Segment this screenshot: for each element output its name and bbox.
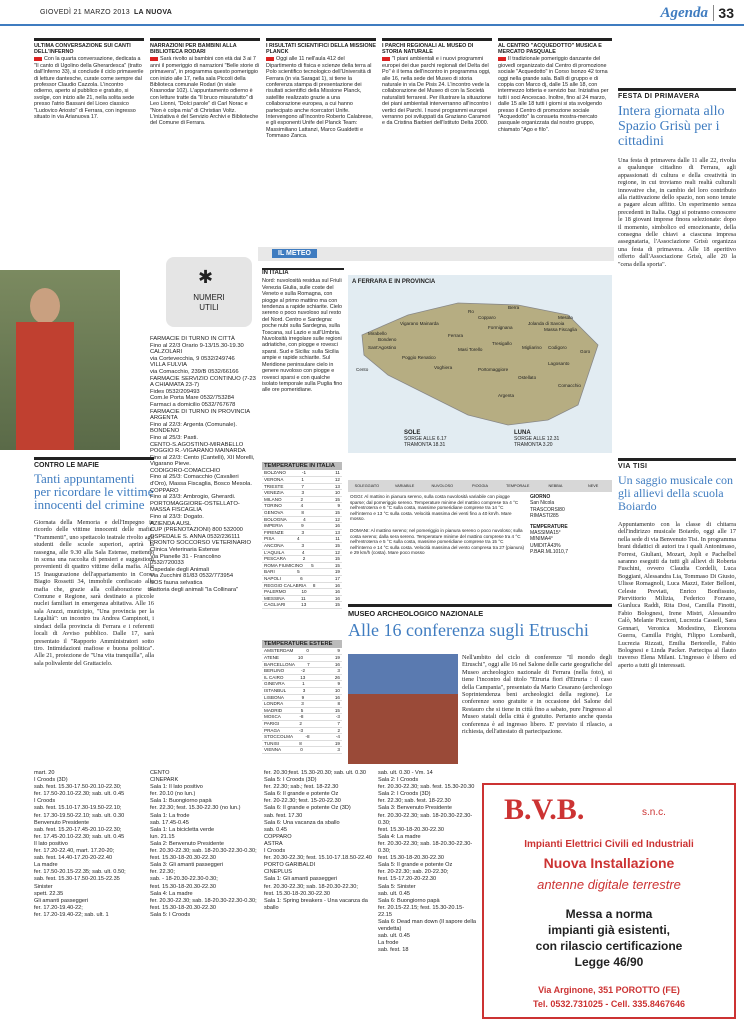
map-city-label: Copparo [478,315,496,320]
meteo-italia: IN ITALIA Nord: nuvolosità residua sul Friuli Venezia Giulia, sulle coste del Veneto e sulla Romagna, con piogge al primo mattino ma con tendenza a rapide schiarite. Cielo sereno o poco nuvoloso sul resto del Nord. Centro e Sardegna: poche nubi sulla Sardegna, sulla Toscana, sul Lazio e sull'Umbria. Nuvolosità irregolare sulle regioni adriatiche, con piogge e rovesci sparsi. Sud e Sicilia: sulla Sicilia ampie e rapide schiarite. Sul Meridione peninsulare cielo in genere nuvoloso con piogge e rovesci sparsi e con qualche isolato temporale sulla Puglia fino alle ore pomeridiane. [262,270,343,394]
numeri-line: PRONTO SOCCORSO VETERINARIO [150,540,252,547]
map-city-label: Ro [468,309,474,314]
cinema-line: Gli amanti passeggeri [34,897,89,904]
numeri-line: Fino al 23/3: Ambrogio, Gherardi. [150,494,236,501]
temp-row: ISTANBUL 3 10 [264,687,340,693]
cinema-line: fer. 22.30; fest. 15.30-22.30 (no lun.) [150,805,241,812]
cinema-line: Sala 1: La bicicletta verde [150,826,215,833]
cinema-line: fest. 15.30-18-20.30-22.30 [378,826,444,833]
temp-row: AMSTERDAM 0 9 [262,648,342,655]
map-city-label: Mesola [558,315,573,320]
temp-row: LONDRA 3 8 [264,701,340,707]
cinema-line: Sala 5: Il grande e potente Oz [378,862,453,869]
cinema-line: Sala 1: Buongiorno papà [150,798,212,805]
cinema-line: fer. 20.30-22.30; sab. 18-20.30-22.30; [264,883,358,890]
cinema-line: Sala 3: Gli amanti passeggeri [150,862,224,869]
cinema-line: fer. 22.30; sab.; fest. 18-22.30 [264,784,339,791]
map-city-label: Masi Torello [458,347,483,352]
cinema-line: sab. ult. 0.45 [378,933,411,940]
temp-row: UMIDITÀ43% [530,542,561,549]
page-number: 33 [713,5,734,21]
temp-row: BARCELLONA 7 16 [264,661,340,667]
temp-row: ATENE 10 19 [262,655,342,662]
cinema-line: Sinister [34,883,53,890]
temp-row: PISA 4 11 [264,536,340,542]
cinema-line: fer. 20.15-22.15; fest. 15.30-20.15-22.15 [378,904,465,918]
cinema-line: I Croods [264,848,286,855]
cinema-line: Sala 1: Il lato positivo [150,784,203,791]
numeri-line: Fino al 22/3: Argenta (Comunale). [150,421,238,428]
numeri-line: Farmaci a domicilio 0532/767678 [150,401,236,408]
numeri-line: Fattoria degli animali "la Collinara" [150,586,239,593]
temp-row: P.BAR.ML1010,7 [530,549,568,556]
cinema-line: fer. 20.30-22.30; sab. fest. 15.30-20.30 [378,784,475,791]
article-4: I PARCHI REGIONALI AL MUSEO DI STORIA NATURALE "I piani ambientali e i nuovi programmi europei dei due parchi regionali del Delta del Po" è il tema dell'incontro in programma oggi, alle 16, nella sede del Museo di storia naturale in via De Pisis 24. L'incontro vede la collaborazione del Museo di con la Società naturalisti ferraresi. Per illustrare la situazione dei piani ambientali interverranno all'incontro i vertici dei Parchi. I nuovi programmi europei verranno poi sviluppati da Graziano Caramori e da Cristina Barbieri dell'Istituto Delta 2000. [382,38,492,100]
map-city-label: Jolanda di Savoia [528,321,565,326]
map-city-label: Massa Fiscaglia [544,327,577,332]
cinema-line: fer. 17.45-20.10-22.30; sab. ult. 0.45 [34,833,125,840]
cinema-line: Sala 6: Il grande e potente Oz [264,791,339,798]
numeri-line: CODIGORO-COMACCHIO [150,467,221,474]
temp-row: MASSIMA15° [530,530,561,537]
temp-row: GENOVA 8 15 [262,510,342,517]
section-title: Agenda [660,5,708,21]
cinema-line: fer. 17.20-19.40-22; sab. ult. 1 [34,911,109,918]
cinema-line: fer. 20.30-22.30; sab. 18-20.30-22.30-0.30; [378,840,473,855]
numeri-line: Fides 0532/209493 [150,388,200,395]
article-1: ULTIMA CONVERSAZIONE SUI CANTI DELL'INFERNO Con la quarta conversazione, dedicata a "Il canto di Ugolino della Gherardesca" (tratto dall'Inferno 33), si conclude il ciclo primaverile di letture dantesche, curate come sempre dal professor Claudio Cazzola. L'incontro odierno, aperto al pubblico e gratuito, si svolge, con inizio alle 21, nella solita sede presso l'atrio Bassani del Liceo classico "Ludovico Ariosto" di Ferrara, con ingresso situato in via Arianuova 17. [34,38,144,100]
temp-row: BARI 5 19 [262,569,342,576]
temp-row: MADRID 5 15 [264,707,340,713]
numeri-line: Ospedale degli Animali [150,566,209,573]
numeri-line: Fino al 25/3: Pasti. [150,434,199,441]
numeri-line: Via Zucchini 81/83 0532/773954 [150,573,234,580]
numeri-line: FARMACIE DI TURNO IN CITTÀ [150,336,235,342]
map-city-label: Comacchio [558,383,581,388]
numeri-line: CENTO-S.AGOSTINO-MIRABELLO POGGIO R.-VIGARANO MAINARDA [150,441,246,455]
cinema-line: Sala 4: La madre [378,833,421,840]
legend-item: TEMPORALE [506,484,530,488]
cinema-line: fer. 20-22.30; fest. 15-20-22.30 [264,798,341,805]
article-5: AL CENTRO "ACQUEDOTTO" MUSICA E MERCATO PASQUALE Il tradizionale pomeriggio danzante del giovedì organizzato dal Centro di promozione sociale "Acquedotto" in Corso Isonzo 42 torna oggi nella grande sala. Balli di gruppo e di coppia con Marco dj, dalle 15 alle 18, con intermezzo lotteria e servizio bar. Iniziativa per tutti i soci Ancescao. Inoltre, fino al 24 marzo, dalle 15 alle 18 tutti i giorni si sta svolgendo presso il Centro di promozione sociale "Acquedotto" la consueta mostra-mercato pasquale organizzata dal nostro gruppo, chiamato "Ago e filo". [498,38,612,100]
cinema-line: Sala 5: I Croods [150,911,191,918]
temp-row: STOCCOLMA -8 -4 [262,734,342,741]
temp-row: REGGIO CALABRIA 8 16 [262,583,342,590]
cinema-line: fer. 20.30-22.30; sab. 18-20.30-22.30-0.30; [378,812,473,826]
numeri-line: FARMACIE DI TURNO IN PROVINCIA [150,408,251,415]
temp-row: TORINO 4 9 [264,503,340,509]
advertisement: B.V.B. s.n.c. Impianti Elettrici Civili ed Industriali Nuova Installazione antenne digitale terrestre Messa a norma impianti già esistenti, con rilascio certificazione Legge 46/90 Via Arginone, 351 POROTTO (FE) Tel. 0532.731025 - Cell. 335.8467646 [482,783,736,1019]
map-city-label: Codigoro [548,345,567,350]
cinema-line: Sala 3: Benvenuto Presidente [378,805,453,812]
province-map: A FERRARA E IN PROVINCIA Bondeno Ferrara Copparo Mesola Cento Argenta Comacchio Codigoro Portomaggiore Ostellato Goro Berra Ro Tresigallo Formignana Jolanda di Savoia Massa Fiscaglia Lagosanto Vigarano Mainarda Poggio Renatico Sant'Agostino Mirabello Masi Torello Voghiera Migliarino [348,275,612,453]
cinema-line: Sala 4: La madre [150,890,193,897]
numeri-line: Fino al 25/3: Comacchio (Cavalieri d'Oro), Massa Fiscaglia, Bosco Mesola. [150,474,252,488]
museo-body: Nell'ambito del ciclo di conferenze "Il mondo degli Etruschi", oggi alle 16 nel Salone delle carte geografiche del Museo archeologico nazionale di Ferrara (nella foto), si tiene l'incontro dal titolo "Etruria fiori d'Etruria : il caso della Campania", presentato da Mario Cesarano (archeologo Soprintendenza beni archeologici della regione). Le conferenze sono gratuite e in occasione del Salone del Restauro che si tiene in città fino a sabato, pure l'ingresso al Museo statali della città è gratuito. Pertanto anche questa conferenza è ad ingresso libero. E' previsto il rilascio, a richiesta, dell'attestato di partecipazione. [462,654,612,736]
legend-item: PIOGGIA [471,484,489,488]
temp-row: BOLZANO -1 11 [262,470,342,477]
cinema-line: Benvenuto Presidente [34,819,90,826]
estere-temps: TEMPERATURE ESTERE AMSTERDAM 0 9 ATENE 10 19 BARCELLONA 7 16 BERLINO -2 3 IL CAIRO 13 26 GINEVRA 1 9 ISTANBUL 3 10 LISBONA 9 16 LONDRA 3 8 MADRID 5 15 MOSCA -8 -3 PARIGI 2 7 PRAGA -3 2 STOCCOLMA -8 -4 TUNISI 8 19 VIENNA 0 3 [264,641,340,753]
map-city-label: Lagosanto [548,361,570,366]
meteo-bar: IL METEO [258,247,614,261]
cinema-line: fer. 20.30-22.30; fest. 15.10-17.18.50-22.40 [264,855,372,862]
map-city-label: Mirabello [368,331,387,336]
cinema-line: Sala 2: I Croods (3D) [378,791,431,798]
temp-row: VENEZIA 3 10 [264,490,340,496]
cinema-line: CINEPLUS [264,869,292,876]
top-articles [34,38,612,140]
cinema-line: Sala 1: Gli amanti passeggeri [264,876,338,883]
cinema-line: I Croods (3D) [34,777,68,784]
temp-row: BERLINO -2 3 [262,668,342,675]
cinema-line: fer. 17.50-20.10-22.30; sab. ult. 0.45 [34,791,125,798]
numeri-line: CUP (PRENOTAZIONI) 800 532000 [150,527,243,534]
temp-row: PRAGA -3 2 [264,727,340,733]
cinema-line: fer. 22.30; sab. fest. 18-22.30 [378,798,451,805]
cinema-line: Sala 6: Buongiorno papà [378,897,440,904]
map-city-label: Ferrara [448,333,464,338]
temp-row: GINEVRA 1 9 [264,681,340,687]
cinema-line: I Croods [34,798,56,805]
numeri-line: PORTOMAGGIORE-OSTELLATO-MASSA FISCAGLIA [150,500,240,514]
cinema-line: mart. 20 [34,770,55,776]
temp-row: VIENNA 0 3 [262,747,342,754]
temp-row: CAGLIARI 13 15 [262,602,342,609]
map-city-label: Goro [580,349,591,354]
cinema-line: fer. 20-22.30; sab. 20-22.30; [378,869,449,876]
cinema-line: sab. fest. 15.20-17.45-20.10-22.30; [34,826,122,833]
map-city-label: Vigarano Mainarda [400,321,439,326]
cinema-line: fer. 20.30;fest. 15.30-20.30; sab. ult. 0.30 [264,770,367,776]
map-city-label: Cento [356,367,369,372]
temp-row: ANCONA 3 15 [264,542,340,548]
cinema-line: Sala 5: Sinister [378,883,416,890]
cinema-line: sab. 17.45-0.45 [150,819,189,826]
map-city-label: Poggio Renatico [402,355,436,360]
map-city-label: Bondeno [378,337,397,342]
temp-row: PESCARA 2 15 [264,556,340,562]
cinema-line: Sala 6: Una vacanza da sballo [264,819,340,826]
temp-row: PARIGI 2 7 [262,721,342,728]
cinema-line: sab. fest. 15.30-17.50-20.15-22.35 [34,876,120,883]
article-2: NARRAZIONI PER BAMBINI ALLA BIBLIOTECA RODARI Sarà rivolto ai bambini con età dai 3 ai 7 anni il pomeriggio di narrazioni "Belle storie di primavera", in programma questo pomeriggio con inizio alle 17, nella sala Piccoli della Biblioteca comunale Rodari (in viale Krasnodar 102). L'appuntamento odierno è con letture tratte da "Il bruco misuratutto" di Leo Lionni, "Dolci parole" di Carl Norac e "Non è colpa mia" di Christian Voltz. L'iniziativa è del Servizio Archivi e Biblioteche del Comune di Ferrara. [150,38,260,100]
numeri-line: COPPARO [150,487,179,494]
numeri-list [150,336,256,593]
cinema-line: sab. ult. 0.30 - Vm. 14 [378,770,433,776]
cinema-line: La madre [34,862,58,869]
map-city-label: Portomaggiore [478,367,509,372]
numeri-line: SOS fauna selvatica [150,579,203,586]
cinema-line: ASTRA [264,840,283,847]
cinema-line: sab. - 18-20.30-22.30-0.30; [150,876,218,883]
numeri-line: AZIENDA AUSL [150,520,192,527]
numeri-line: FARMACIE SERVIZIO CONTINUO (7-23 A CHIAMATA 23-7) [150,375,256,389]
map-city-label: Formignana [488,325,513,330]
article-3: I RISULTATI SCIENTIFICI DELLA MISSIONE PLANCK Oggi alle 11 nell'aula 412 del Dipartimento di fisica e scienze della terra al Polo scientifico tecnologico dell'Università di Ferrara (in via Saragat 1), si tiene la conferenza stampa di presentazione dei risultati scientifici della Missione Planck, satellite realizzato grazie a una collaborazione europea, a cui hanno partecipato anche ricercatori Unife. Intervengono all'incontro Roberto Calabrese, e gli esponenti Unife del Planck Team: Massimiliano Lattanzi, Marco Gualdetti e Tommaso Zanca. [266,38,376,100]
asterisk-icon: ✱ [198,267,214,287]
cinema-line: sab. fest. 15.30-17.50-20.10-22.30; [34,784,122,791]
cinema-line: sab. ult. 0.45 [378,890,411,897]
cinema-line: fer. 20.30-22.30; sab. 18-20.30-22.30-0.30; [150,848,257,855]
cinema-line: PORTO GARIBALDI [264,862,316,869]
almanac: GIORNO San Nicola TRASCORSI80 RIMASTI285 TEMPERATURE MASSIMA15° MINIMA4° UMIDITÀ43% P.BAR.ML1010,7 [530,494,610,556]
numeri-line: Fino al 22/3: Cento (Cantelli), XII Morelli, Vigarano Pieve. [150,454,255,468]
temp-row: RIMASTI285 [530,513,559,520]
cinema-col-3 [264,770,374,912]
map-city-label: Berra [508,305,520,310]
cinema-line: Sala 6: Il grande e potente Oz (3D) [264,805,351,812]
cinema-line: sab. fest. 14.40-17.20-20-22.40 [34,855,113,862]
page-header [0,0,744,26]
map-city-label: Argenta [498,393,515,398]
temp-row: BOLOGNA 4 12 [262,517,342,524]
cinema-line: fest. 15.30-18-20.30-22.30 [378,855,444,862]
primavera-article: FESTA DI PRIMAVERA Intera giornata allo Spazio Grisù per i cittadini Una festa di primavera dalle 11 alle 22, rivolta a qualunque cittadino di Ferrara, agli appassionati di cultura e della creatività in regione, in cui troviamo reali realtà culturali innovative che, in cambio del loro contributo alla riattivazione dello spazio, non sono tenute a pagare alcun affitto. Un esperimento senza precedenti in Italia. Oggi si potranno conoscere le 18 giovani imprese finora selezionate: dopo il momento, simbolico ed emozionante, della consegna delle chiavi a ciascuna impresa assegnataria, l'Associazione Grisù organizza una festa di primavera. Alle 18 aperitivo offerto dall'Associazione Grisù, alle 20 la "cena della sporta". [618,88,736,268]
cinema-line: Sala 2: I Croods [378,777,419,784]
cinema-line: Sala 6: Dead man down (Il sapore della vendetta) [378,918,476,933]
map-city-label: Sant'Agostino [368,345,397,350]
numeri-line: VILLA FULVIA [150,362,187,369]
temp-row: NAPOLI 6 17 [262,576,342,583]
legend-item: NEVE [588,484,599,488]
map-city-label: Ostellato [518,375,537,380]
temp-row: MILANO 2 15 [264,496,340,502]
cinema-line: sab. fest. 15.10-17.30-19.50-22.10; [34,805,122,812]
forecast-text: OGGI: Al mattino in pianura sereno, sulla costa nuvolosità variabile con piogge sparse; dal pomeriggio sereno. Temperature minime del mattino comprese tra 4 °C nell'entroterra e 6 °C sulla costa, massime pomeridiane comprese tra 14 °C nell'interno e 13 °C sulla costa. Velocità massima dei venti fino a 40 km/h. Mare mosso. DOMANI: Al mattino sereno; nel pomeriggio in pianura sereno o poco nuvoloso; sulla costa sereno; dalla sera sereno. Temperature minime del mattino comprese tra 4 °C nell'entroterra e 5 °C sulla costa, massime pomeridiane comprese tra 15 °C nell'interno e 14 °C sulla costa. Velocità massima del vento compresa tra 27 (pianura) e 29 km/h (costa). Mare poco mosso [350,494,525,556]
cinema-line: fer. 17.50-20.15-22.35; sab. ult. 0.50; [34,869,126,876]
numeri-line: CALZOLARI [150,349,183,356]
italia-temps: TEMPERATURE IN ITALIA BOLZANO -1 11 VERONA 1 12 TRIESTE 7 13 VENEZIA 3 10 MILANO 2 15 TORINO 4 9 GENOVA 8 15 BOLOGNA 4 12 IMPERIA 9 16 FIRENZE 3 13 PISA 4 11 ANCONA 3 15 L'AQUILA 4 12 PESCARA 2 15 ROMA FIUMICINO 5 15 BARI 5 19 NAPOLI 6 17 REGGIO CALABRIA 8 16 PALERMO 10 16 MESSINA 11 16 CAGLIARI 13 15 [264,463,340,608]
tisi-article: VIA TISI Un saggio musicale con gli allievi della scuola Boiardo Appuntamento con la classe di chitarra dell'indirizzo musicale Boiardo, oggi alle 17 nella sede di via Benvenuto Tisi. In programma brani didattici di autori tra i quali Antonimaso, Forrest, Giuliani, Mozart, Jopli e Pachelbel saranno eseguiti da tutti gli allievi di Roberta Fuschini, ovvero Claudia Cordelli, Luca Boggiani, Alessandra Lia, Tommaso Di Giusto, Ulisse Romagnoli, Luca Mazzi, Ester Belloni, Celeste Previati, Enrico Bonfissuto, Piervittorio Milizia, Federico Forzano, Gianluca Raddi, Rita Dosi, Camilla Finotti, Fabio Bolognesi, Irene Mistri, Alessandro Calò, Melanie Piccioni, Lucrezia Cassell, Sara Gennari, Veronica Modestino, Eleonora Guerra, Camilla Frighi, Filippo Lombardi, Lucrezia Rizzati, Emilia Bertorelle, Fabio Bolognesi e Linda Packer. Partecipa al flauto traverso Elena Milani. L'ingresso è libero ed aperto a tutti gli interessati. [618,458,736,669]
temp-row: IL CAIRO 13 26 [264,674,340,680]
cinema-line: sab. fest. 18 [378,947,409,954]
museo-article: MUSEO ARCHEOLOGICO NAZIONALE Alle 16 conferenza sugli Etruschi [348,604,612,641]
temp-row: LISBONA 9 16 [262,695,342,702]
cinema-col-2 [150,770,260,919]
cinema-line: CENTO [150,770,170,776]
numeri-line: Via Pianelle 31 - Francolino 0532/720033 [150,553,221,567]
map-city-label: Migliarino [522,345,542,350]
temp-row: FIRENZE 3 13 [264,529,340,535]
cinema-line: CINEPARK [150,777,179,784]
legend-item: NUVOLOSO [431,484,454,488]
legend-item: SOLEGGIATO [354,484,380,488]
cinema-line: fest. 15.30-18-20.30-22.30 [150,855,216,862]
temp-row: IMPERIA 9 16 [262,523,342,530]
temp-row: VERONA 1 12 [264,477,340,482]
cinema-col-4 [378,770,478,954]
cinema-line: Il lato positivo [34,840,68,847]
numeri-line: ARGENTA [150,415,178,422]
temp-row: L'AQUILA 4 12 [262,550,342,557]
temp-row: MOSCA -8 -3 [262,714,342,721]
temp-row: ROMA FIUMICINO 5 15 [262,563,342,570]
numeri-line: BONDENO [150,428,180,435]
cinema-line: Sala 2: Benvenuto Presidente [150,840,225,847]
cinema-line: sab. fest. 17.30 [264,812,303,819]
legend-item: VARIABILE [394,484,415,488]
cinema-line: fer. 17.20-22.40, mart. 17.20-20; [34,848,115,855]
temp-row: PALERMO 10 16 [264,589,340,595]
temp-row: TRIESTE 7 13 [264,483,340,489]
numeri-line: Fino al 22/3 Orario 9-13/15.30-19.30 [150,342,244,349]
cinema-line: fer. 17.20-19.40-22; [34,904,83,911]
cinema-line: fer. 20.10 (no lun.) [150,791,196,798]
cinema-line: Sala 1: La frode [150,812,190,819]
temp-row: TUNISI 8 19 [264,740,340,746]
cinema-line: spett. 22.35 [34,890,64,897]
cinema-line: fest. 15-17.20-20-22.30 [378,876,437,883]
numeri-badge: ✱ NUMERI UTILI [166,257,252,327]
museo-photo [348,654,458,764]
numeri-line: Fino al 23/3: Dogato. [150,514,204,521]
cinema-line: fest. 15.30-18-20.30-22.30 [150,904,216,911]
numeri-line: via Comacchio, 239/B 0532/66166 [150,368,239,375]
cinema-line: fest. 15.30-18-20.30-22.30 [264,890,330,897]
mafie-article: CONTRO LE MAFIE Tanti appuntamenti per ricordare le vittime innocenti del crimine Giornata della Memoria e dell'Impegno in ricordo delle vittime innocenti delle mafie. "Frammenti", uno spettacolo teatrale rivolto agli studenti delle scuole superiori, aprirà la rassegna, alle 9.30 alla Sala Estense, mettendo in scena una raccolta di pensieri e suggestioni provenienti di quattro vittime della mafia. Alle 15 Inaugurazione dell'appartamento in Corso Biagio Rossetti 34, immobile confiscato alla mafia che, grazie alla collaborazione tra Comune e Regione, sarà destinato a piccole nuclei familiari in emergenza abitativa. Alle 16 sala Arazzi, municipio, "Una provincia per la Legalità": un incontro tra Andrea Campinoti, i sindaci della provincia di Ferrara e i referenti locali di Avviso pubblico. Dalle 17, sarà presentato il "Rapporto Amministratori sotto tiro. Intimidazioni mafiose e buona politica". Alle 21, proiezione de "Una vita tranquilla", alla sala polivalente del Grattacielo. [34,457,154,667]
cinema-line: fer. 22.30; [150,869,175,876]
cinema-line: fest. 15.30-18-20.30-22.30 [150,883,216,890]
temp-row: MESSINA 11 16 [264,595,340,601]
cinema-line: fer. 20.30-22.30; sab. 18-20.30-22.30-0.30; [150,897,257,904]
numeri-line: Com.le Porta Mare 0532/753284 [150,395,235,402]
sun-moon: SOLE SORGE ALLE 6.17 TRAMONTA 18.31 LUNA SORGE ALLE 12.31 TRAMONTA 3.20 [404,430,560,448]
publication-name: LA NUOVA [133,9,173,16]
weather-legend [348,480,612,492]
numeri-line: OSPEDALE S. ANNA 0532/236111 [150,533,241,540]
map-city-label: Tresigallo [492,341,512,346]
header-date: GIOVEDÌ 21 MARZO 2013 LA NUOVA [40,9,173,16]
map-city-label: Voghiera [434,365,453,370]
numeri-line: Clinica Veterinaria Estense [150,547,220,553]
cinema-line: sab. 0.45 [264,826,288,833]
cinema-line: COPPARO [264,833,292,840]
photo [0,270,120,450]
legend-item: NEBBIA [548,484,563,488]
cinema-line: lun. 21.15 [150,833,175,840]
temp-row: MINIMA4° [530,536,553,543]
cinema-col-1 [34,770,144,919]
numeri-line: via Cortevecchia, 9 0532/249746 [150,355,235,362]
cinema-line: La frode [378,940,399,947]
temp-row: TRASCORSI80 [530,506,565,513]
cinema-line: fer. 17.30-19.50-22.10; sab. ult. 0.30 [34,812,125,819]
cinema-line: Sala 1: Spring breakers - Una vacanza da sballo [264,897,368,911]
cinema-line: Sala 5: I Croods (3D) [264,777,317,784]
